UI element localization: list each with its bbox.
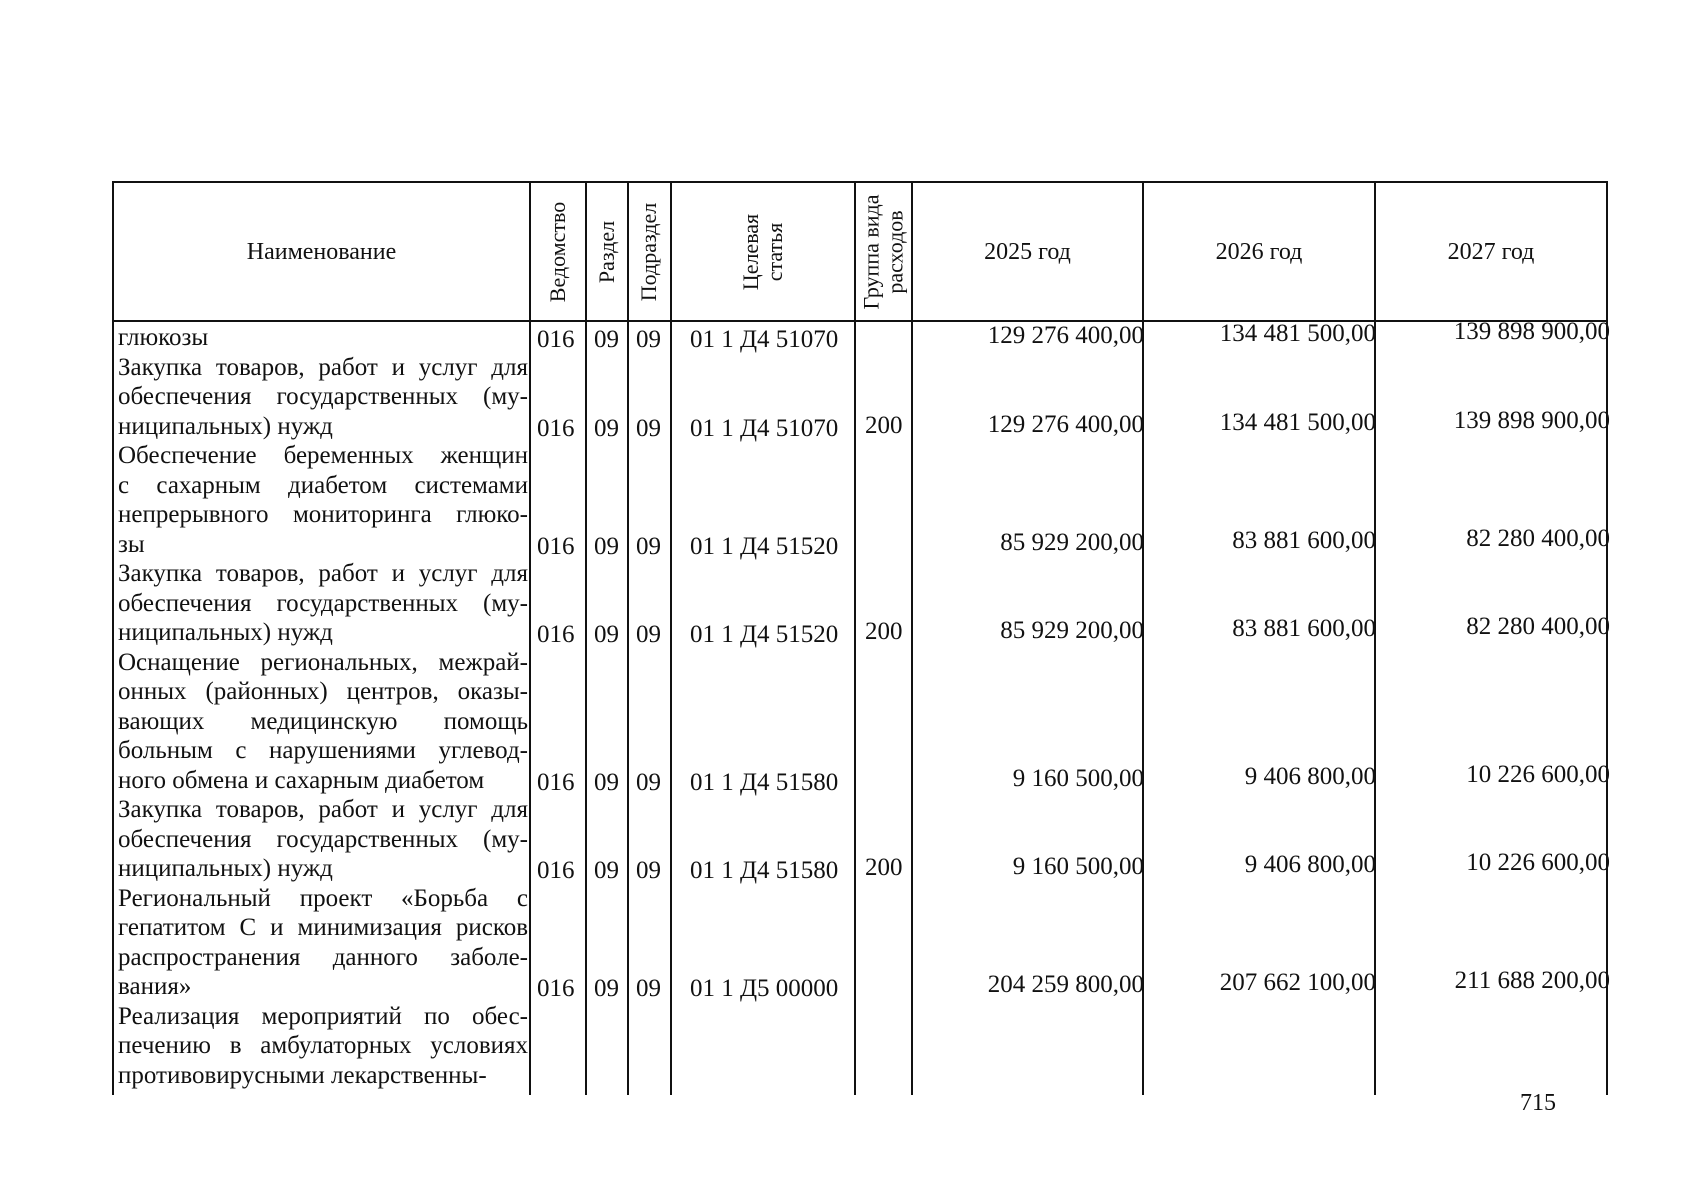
row-name-line: распространения данного заболе- bbox=[118, 943, 528, 971]
row-name-line: гепатитом С и минимизация рисков bbox=[118, 914, 528, 941]
cell-amount-2027: 139 898 900,00 bbox=[1453, 318, 1610, 345]
row-name-line: Реализация мероприятий по обес- bbox=[118, 1002, 528, 1030]
header-gruppa bbox=[856, 183, 911, 320]
cell-celevaya: 01 1 Д4 51520 bbox=[690, 621, 839, 648]
cell-razdel: 09 bbox=[594, 326, 619, 353]
cell-amount-2027: 211 688 200,00 bbox=[1454, 967, 1610, 994]
cell-celevaya: 01 1 Д4 51070 bbox=[690, 326, 839, 353]
cell-gruppa: 200 bbox=[865, 854, 903, 881]
cell-amount-2025: 9 160 500,00 bbox=[1012, 764, 1144, 792]
cell-vedomstvo: 016 bbox=[537, 768, 575, 796]
header-gruppa-line1: Группа вида bbox=[858, 194, 884, 309]
row-name bbox=[118, 648, 528, 796]
row-name-line: ниципальных) нужд bbox=[118, 619, 333, 646]
row-name bbox=[118, 323, 528, 353]
cell-podrazdel: 09 bbox=[636, 621, 661, 648]
row-name-line: Обеспечение беременных женщин bbox=[118, 442, 528, 469]
row-name-line: Оснащение региональных, межрай- bbox=[118, 648, 528, 676]
header-celevaya bbox=[672, 183, 854, 320]
cell-celevaya: 01 1 Д4 51520 bbox=[690, 532, 839, 560]
row-name bbox=[118, 884, 528, 1002]
cell-amount-2025: 204 259 800,00 bbox=[987, 971, 1144, 998]
row-name-line: больным с нарушениями углевод- bbox=[118, 737, 528, 764]
cell-amount-2025: 129 276 400,00 bbox=[987, 322, 1144, 349]
cell-vedomstvo: 016 bbox=[537, 326, 575, 353]
header-celevaya-line2: статья bbox=[761, 222, 787, 281]
row-name-line: вающих медицинскую помощь bbox=[118, 707, 528, 735]
cell-vedomstvo: 016 bbox=[537, 857, 575, 884]
row-name-line: обеспечения государственных (му- bbox=[118, 383, 528, 410]
row-name-line: обеспечения государственных (му- bbox=[118, 825, 528, 853]
cell-vedomstvo: 016 bbox=[537, 621, 575, 648]
cell-razdel: 09 bbox=[594, 532, 619, 560]
cell-podrazdel: 09 bbox=[636, 768, 661, 796]
cell-amount-2025: 85 929 200,00 bbox=[1000, 528, 1144, 556]
cell-amount-2025: 85 929 200,00 bbox=[1000, 617, 1144, 644]
row-name-line: Закупка товаров, работ и услуг для bbox=[118, 560, 528, 587]
cell-podrazdel: 09 bbox=[636, 532, 661, 560]
row-name-line: зы bbox=[118, 530, 145, 558]
cell-amount-2026: 9 406 800,00 bbox=[1244, 762, 1376, 790]
row-name-line: обеспечения государственных (му- bbox=[118, 589, 528, 617]
row-name-line: с сахарным диабетом системами bbox=[118, 471, 528, 499]
row-name-line: печению в амбулаторных условиях bbox=[118, 1032, 528, 1059]
cell-vedomstvo: 016 bbox=[537, 532, 575, 560]
row-name-line: ниципальных) нужд bbox=[118, 855, 333, 882]
cell-vedomstvo: 016 bbox=[537, 414, 575, 442]
cell-razdel: 09 bbox=[594, 414, 619, 442]
cell-celevaya: 01 1 Д4 51580 bbox=[690, 857, 839, 884]
cell-amount-2025: 9 160 500,00 bbox=[1012, 853, 1144, 880]
cell-amount-2027: 82 280 400,00 bbox=[1466, 613, 1610, 640]
cell-amount-2025: 129 276 400,00 bbox=[987, 410, 1144, 438]
cell-gruppa: 200 bbox=[865, 411, 903, 439]
cell-amount-2026: 83 881 600,00 bbox=[1232, 615, 1376, 642]
header-vedomstvo: Ведомство bbox=[545, 201, 570, 302]
cell-podrazdel: 09 bbox=[636, 326, 661, 353]
cell-podrazdel: 09 bbox=[636, 414, 661, 442]
cell-amount-2026: 83 881 600,00 bbox=[1232, 526, 1376, 554]
row-name bbox=[118, 441, 528, 559]
cell-gruppa: 200 bbox=[865, 618, 903, 645]
page-number: 715 bbox=[1520, 1090, 1556, 1116]
cell-podrazdel: 09 bbox=[636, 975, 661, 1002]
header-2025: 2025 год bbox=[984, 238, 1071, 265]
row-name-line: Закупка товаров, работ и услуг для bbox=[118, 353, 528, 381]
cell-vedomstvo: 016 bbox=[537, 975, 575, 1002]
row-name-line: Региональный проект «Борьба с bbox=[118, 884, 528, 912]
header-bottom-border bbox=[112, 320, 1606, 322]
row-name-line: непрерывного мониторинга глюко- bbox=[118, 501, 528, 528]
cell-amount-2026: 9 406 800,00 bbox=[1244, 851, 1376, 878]
cell-razdel: 09 bbox=[594, 975, 619, 1002]
header-2027: 2027 год bbox=[1447, 238, 1535, 265]
row-name bbox=[118, 795, 528, 884]
cell-amount-2026: 134 481 500,00 bbox=[1219, 408, 1376, 436]
cell-amount-2027: 10 226 600,00 bbox=[1466, 849, 1610, 876]
header-razdel: Раздел bbox=[594, 220, 620, 283]
header-gruppa-line2: расходов bbox=[882, 209, 908, 294]
cell-razdel: 09 bbox=[594, 768, 619, 796]
row-name-line: ниципальных) нужд bbox=[118, 412, 333, 440]
cell-celevaya: 01 1 Д5 00000 bbox=[690, 975, 839, 1002]
cell-podrazdel: 09 bbox=[636, 857, 661, 884]
row-name bbox=[118, 353, 528, 442]
cell-razdel: 09 bbox=[594, 857, 619, 884]
row-name-line: ного обмена и сахарным диабетом bbox=[118, 766, 485, 794]
row-name bbox=[118, 559, 528, 648]
cell-amount-2026: 207 662 100,00 bbox=[1219, 969, 1376, 996]
header-2026: 2026 год bbox=[1215, 238, 1303, 265]
cell-amount-2027: 139 898 900,00 bbox=[1453, 406, 1610, 434]
header-celevaya-line1: Целевая bbox=[737, 213, 763, 290]
cell-amount-2026: 134 481 500,00 bbox=[1219, 320, 1376, 347]
row-name-line: противовирусными лекарственны- bbox=[118, 1061, 487, 1089]
row-name-line: вания» bbox=[118, 973, 192, 1000]
row-name-line: Закупка товаров, работ и услуг для bbox=[118, 796, 528, 823]
header-name: Наименование bbox=[246, 238, 397, 265]
cell-celevaya: 01 1 Д4 51580 bbox=[690, 768, 839, 796]
cell-amount-2027: 82 280 400,00 bbox=[1466, 524, 1610, 552]
header-podrazdel: Подраздел bbox=[636, 202, 662, 301]
row-name-line: глюкозы bbox=[118, 324, 209, 351]
cell-razdel: 09 bbox=[594, 621, 619, 648]
row-name-line: онных (районных) центров, оказы- bbox=[118, 678, 528, 705]
cell-celevaya: 01 1 Д4 51070 bbox=[690, 414, 839, 442]
cell-amount-2027: 10 226 600,00 bbox=[1466, 760, 1610, 788]
row-name bbox=[118, 1002, 528, 1091]
